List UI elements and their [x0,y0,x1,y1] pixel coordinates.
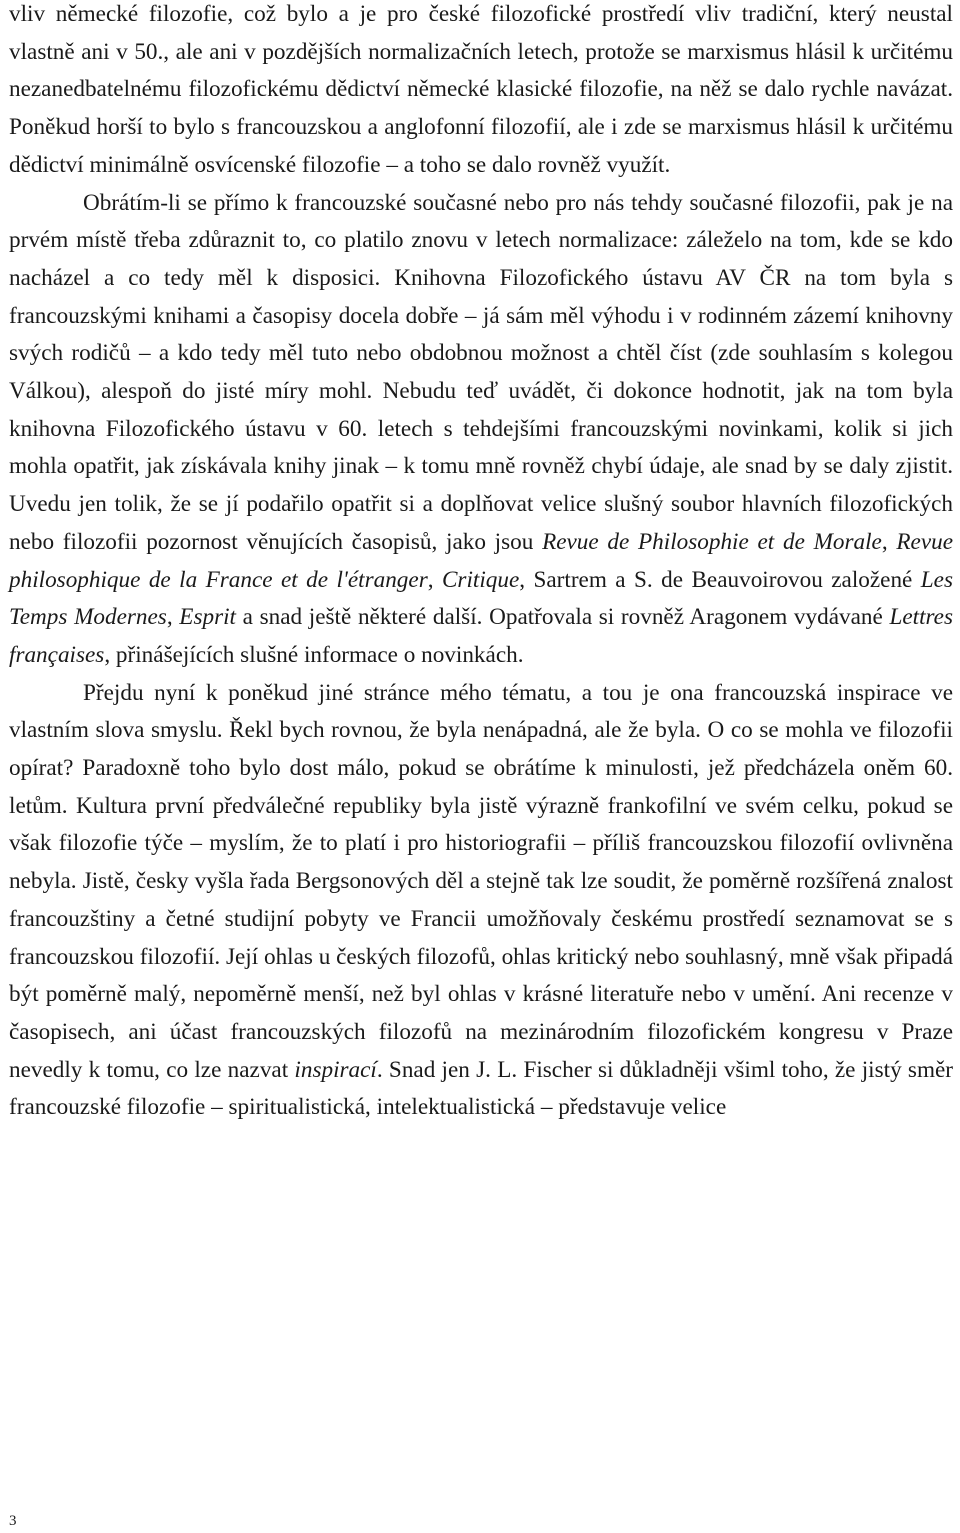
text-run: . Snad jen J. L. Fischer si důkladněji všiml toho, že jistý směr francouzské filozofie – spiritualistická, intelektualistická – představuje velice [9,1056,954,1121]
italic-title: Les Temps Modernes [9,566,953,631]
italic-title: Esprit [179,604,236,631]
italic-title: Revue philosophique de la France et de l'étranger [9,528,954,593]
text-run: , [881,528,897,555]
text-run: Obrátím-li se přímo k francouzské současné nebo pro nás tehdy současné filozofii, pak je na prvém místě třeba zdůraznit to, co platilo znovu v letech normalizace: záleželo na tom, kde se kdo nacházel a co tedy měl k disposici. Knihovna Filozofického ústavu AV ČR na tom byla s francouzskými knihami a časopisy docela dobře – já sám měl výhodu i v rodinném zázemí knihovny svých rodičů – a kdo tedy měl tuto nebo obdobnou možnost a chtěl číst (zde souhlasím s kolegou Válkou), alespoň do jisté míry mohl. Nebudu teď uvádět, či dokonce hodnotit, jak na tom byla knihovna Filozofického ústavu v 60. letech s tehdejšími francouzskými novinkami, kolik si jich mohla opatřit, jak získávala knihy jinak – k tomu mně rovněž chybí údaje, ale snad by se daly zjistit. Uvedu jen tolik, že se jí podařilo opatřit si a doplňovat velice slušný soubor hlavních filozofických nebo filozofii pozornost věnujících časopisů, jako jsou [9,189,953,555]
italic-title: Critique [441,566,520,593]
text-run: , přinášejících slušné informace o novinkách. [104,641,524,668]
italic-title: Revue de Philosophie et de Morale [542,528,882,555]
italic-title: Lettres françaises [9,604,953,668]
body-text [9,0,953,1127]
italic-title: inspirací [294,1056,377,1083]
text-run: vliv německé filozofie, což bylo a je pro české filozofické prostředí vliv tradiční, který neustal vlastně ani v 50., ale ani v pozdějších normalizačních letech, protože se marxismus hlásil k určitému nezanedbatelnému filozofickému dědictví německé klasické filozofie, na něž se dalo rychle navázat. Poněkud horší to bylo s francouzskou a anglofonní filozofií, ale i zde se marxismus hlásil k určitému dědictví minimálně osvícenské filozofie – a toho se dalo rovněž využít. [9,1,953,178]
text-run: , Sartrem a S. de Beauvoirovou založené [519,566,921,593]
text-run: a snad ještě některé další. Opatřovala si rovněž Aragonem vydávané [236,604,890,631]
text-run: , [166,604,180,631]
text-run: Přejdu nyní k poněkud jiné stránce mého tématu, a tou je ona francouzská inspirace ve vlastním slova smyslu. Řekl bych rovnou, že byla nenápadná, ale že byla. O co se mohla ve filozofii opírat? Paradoxně toho bylo dost málo, pokud se obrátíme k minulosti, jež předcházela oněm 60. letům. Kultura první předválečné republiky byla jistě výrazně frankofilní ve svém celku, pokud se však filozofie týče – myslím, že to platí i pro historiografii – příliš francouzskou filozofií ovlivněna nebyla. Jistě, česky vyšla řada Bergsonových děl a stejně tak lze soudit, že poměrně rozšířená znalost francouzštiny a četné studijní pobyty ve Francii umožňovaly českému prostředí seznamovat se s francouzskou filozofií. Její ohlas u českých filozofů, ohlas kritický nebo souhlasný, mně však připadá být poměrně malý, nepoměrně menší, než byl ohlas v krásné literatuře nebo v umění. Ani recenze v časopisech, ani účast francouzských filozofů na mezinárodním filozofickém kongresu v Praze nevedly k tomu, co lze nazvat [9,679,954,1083]
paragraph [9,675,953,1127]
paragraph [9,0,953,185]
text-run: , [427,566,442,593]
paragraph [9,185,953,675]
page-number: 3 [9,1513,17,1529]
